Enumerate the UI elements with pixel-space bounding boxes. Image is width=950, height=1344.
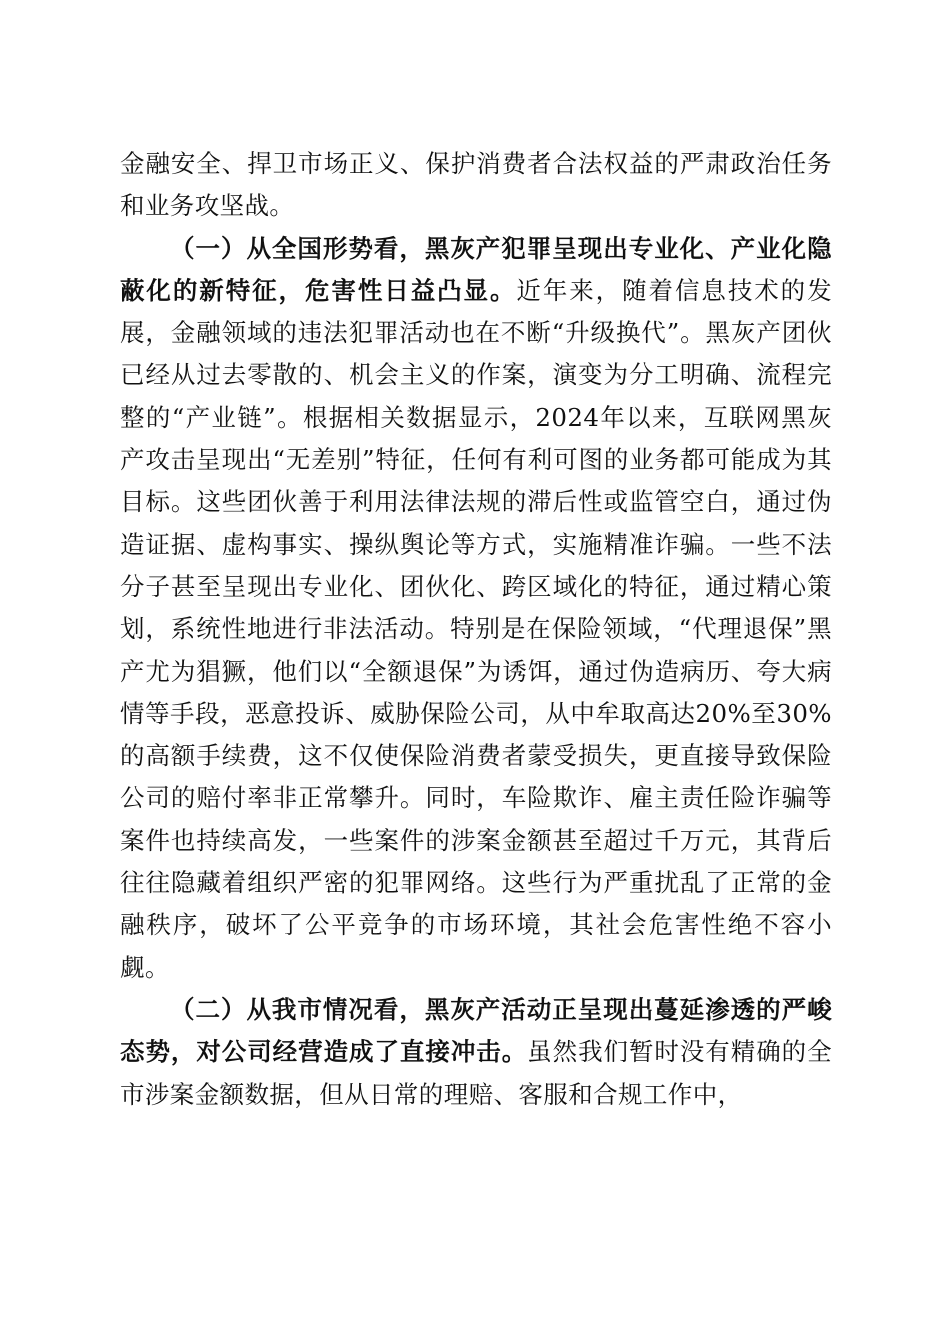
paragraph-continuation (120, 143, 832, 228)
section-heading-city: （二）从我市情况看，黑灰产活动正呈现出蔓延渗透的严峻态势，对公司经营造成了直接冲击。 (120, 994, 832, 1067)
paragraph-text: 近年来，随着信息技术的发展，金融领域的违法犯罪活动也在不断“升级换代”。黑灰产团伙已经从过去零散的、机会主义的作案，演变为分工明确、流程完整的“产业链”。根据相关数据显示，2024年以来，互联网黑灰产攻击呈现出“无差别”特征，任何有利可图的业务都可能成为其目标。这些团伙善于利用法律法规的滞后性或监管空白，通过伪造证据、虚构事实、操纵舆论等方式，实施精准诈骗。一些不法分子甚至呈现出专业化、团伙化、跨区域化的特征，通过精心策划，系统性地进行非法活动。特别是在保险领域，“代理退保”黑产尤为猖獗，他们以“全额退保”为诱饵，通过伪造病历、夸大病情等手段，恶意投诉、威胁保险公司，从中牟取高达20%至30%的高额手续费，这不仅使保险消费者蒙受损失，更直接导致保险公司的赔付率非正常攀升。同时，车险欺诈、雇主责任险诈骗等案件也持续高发，一些案件的涉案金额甚至超过千万元，其背后往往隐藏着组织严密的犯罪网络。这些行为严重扰乱了正常的金融秩序，破坏了公平竞争的市场环境，其社会危害性绝不容小觑。 (120, 275, 832, 982)
section-heading-national: （一）从全国形势看，黑灰产犯罪呈现出专业化、产业化隐蔽化的新特征，危害性日益凸显。 (120, 233, 832, 305)
paragraph-national-situation (120, 228, 832, 989)
paragraph-text: 虽然我们暂时没有精确的全市涉案金额数据，但从日常的理赔、客服和合规工作中， (120, 1037, 832, 1109)
paragraph-text: 金融安全、捍卫市场正义、保护消费者合法权益的严肃政治任务和业务攻坚战。 (120, 149, 832, 221)
paragraph-city-situation (120, 989, 832, 1116)
document-body (120, 143, 832, 1116)
